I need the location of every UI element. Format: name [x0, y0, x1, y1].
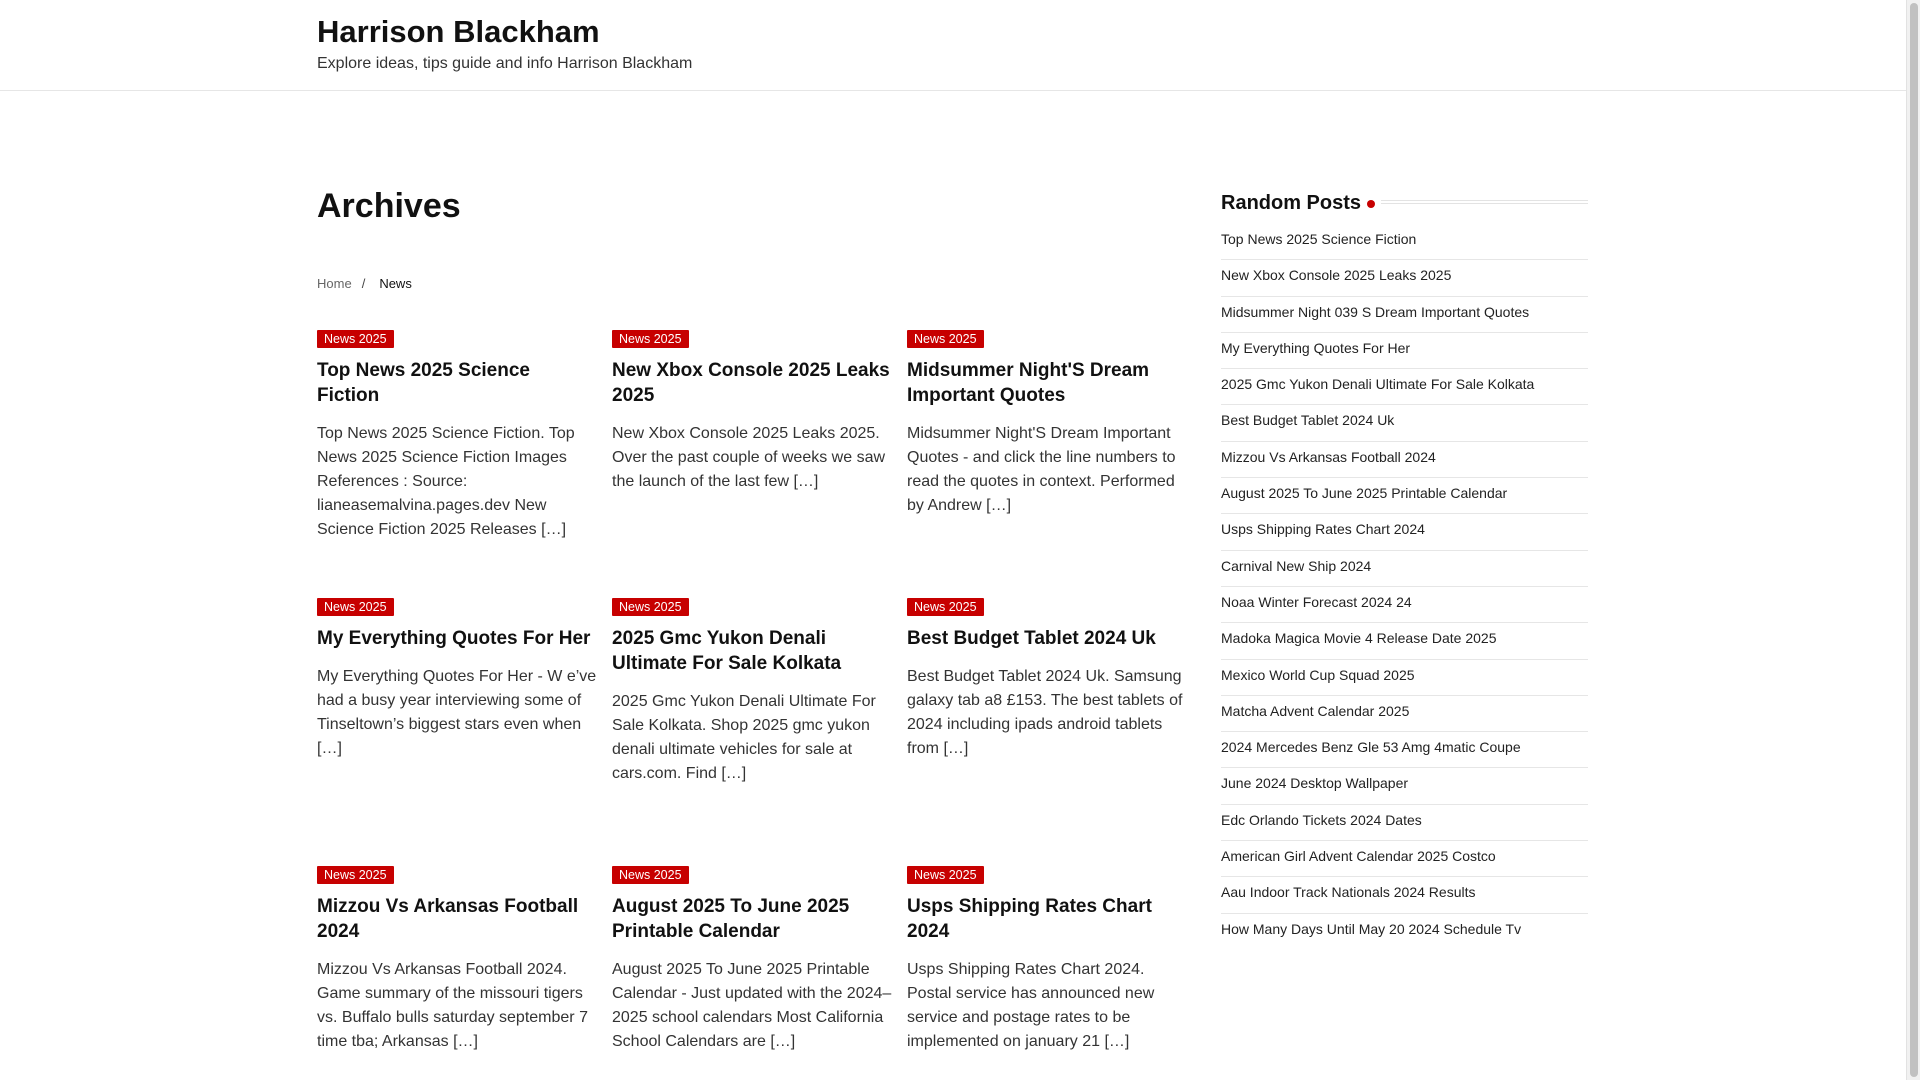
post-title-link[interactable]: 2025 Gmc Yukon Denali Ultimate For Sale Kolkata [612, 628, 842, 674]
post-card [907, 598, 1187, 761]
random-post-link[interactable]: Edc Orlando Tickets 2024 Dates [1221, 805, 1588, 841]
post-card [317, 598, 597, 761]
category-badge[interactable]: News 2025 [612, 866, 689, 884]
random-post-link[interactable]: Best Budget Tablet 2024 Uk [1221, 405, 1588, 441]
category-badge[interactable]: News 2025 [907, 598, 984, 616]
random-post-link[interactable]: How Many Days Until May 20 2024 Schedule Tv [1221, 920, 1522, 937]
breadcrumb-separator: / [361, 276, 366, 291]
post-excerpt: Midsummer Night'S Dream Important Quotes - and click the line numbers to read the quotes in context. Performed by Andrew […] [907, 425, 1176, 514]
category-badge[interactable]: News 2025 [612, 598, 689, 616]
post-title-link[interactable]: Best Budget Tablet 2024 Uk [907, 628, 1156, 649]
post-card [907, 330, 1187, 518]
post-excerpt: New Xbox Console 2025 Leaks 2025. Over the past couple of weeks we saw the launch of the last few […] [612, 425, 886, 490]
random-post-link[interactable]: Mexico World Cup Squad 2025 [1221, 660, 1588, 696]
random-post-link[interactable]: Midsummer Night 039 S Dream Important Quotes [1221, 297, 1588, 333]
post-excerpt: Mizzou Vs Arkansas Football 2024. Game summary of the missouri tigers vs. Buffalo bulls saturday september 7 time tba; Arkansas […] [317, 961, 588, 1050]
post-title-link[interactable]: Top News 2025 Science Fiction [317, 360, 530, 406]
category-badge[interactable]: News 2025 [317, 330, 394, 348]
post-excerpt: 2025 Gmc Yukon Denali Ultimate For Sale Kolkata. Shop 2025 gmc yukon denali ultimate vehicles for sale at cars.com. Find […] [612, 693, 876, 782]
post-title-link[interactable]: My Everything Quotes For Her [317, 628, 591, 649]
random-post-link[interactable]: My Everything Quotes For Her [1221, 333, 1588, 369]
category-badge[interactable]: News 2025 [317, 866, 394, 884]
post-card [612, 598, 892, 786]
breadcrumb [317, 276, 412, 291]
post-excerpt: Top News 2025 Science Fiction. Top News 2025 Science Fiction Images References : Source: lianeasemalvina.pages.dev New Science Fiction 2025 Releases […] [317, 425, 575, 538]
post-title-link[interactable]: August 2025 To June 2025 Printable Calendar [612, 896, 850, 942]
breadcrumb-current: News [379, 276, 412, 291]
post-card [907, 866, 1187, 1054]
category-badge[interactable]: News 2025 [907, 330, 984, 348]
random-post-link[interactable]: 2025 Gmc Yukon Denali Ultimate For Sale Kolkata [1221, 369, 1588, 405]
random-post-link[interactable]: Madoka Magica Movie 4 Release Date 2025 [1221, 623, 1588, 659]
post-title-link[interactable]: New Xbox Console 2025 Leaks 2025 [612, 360, 890, 406]
post-card [317, 866, 597, 1054]
category-badge[interactable]: News 2025 [317, 598, 394, 616]
site-title[interactable]: Harrison Blackham [317, 14, 600, 49]
widget-title: Random Posts [1221, 192, 1371, 215]
post-card [317, 330, 597, 542]
random-post-link[interactable]: Matcha Advent Calendar 2025 [1221, 696, 1588, 732]
random-post-link[interactable]: August 2025 To June 2025 Printable Calendar [1221, 478, 1588, 514]
widget-header [1221, 190, 1588, 218]
scrollbar-thumb[interactable] [1910, 3, 1918, 1077]
random-post-link[interactable]: Usps Shipping Rates Chart 2024 [1221, 514, 1588, 550]
accent-dot-icon [1367, 200, 1375, 208]
category-badge[interactable]: News 2025 [612, 330, 689, 348]
random-post-link[interactable]: Top News 2025 Science Fiction [1221, 224, 1588, 260]
random-post-link[interactable]: Aau Indoor Track Nationals 2024 Results [1221, 877, 1588, 913]
post-title-link[interactable]: Mizzou Vs Arkansas Football 2024 [317, 896, 579, 942]
post-excerpt: Best Budget Tablet 2024 Uk. Samsung galaxy tab a8 £153. The best tablets of 2024 including ipads android tablets from […] [907, 668, 1183, 757]
breadcrumb-home-link[interactable]: Home [317, 276, 352, 291]
random-post-link[interactable]: Mizzou Vs Arkansas Football 2024 [1221, 442, 1588, 478]
category-badge[interactable]: News 2025 [907, 866, 984, 884]
post-title-link[interactable]: Midsummer Night'S Dream Important Quotes [907, 360, 1150, 406]
random-post-link[interactable]: June 2024 Desktop Wallpaper [1221, 768, 1588, 804]
random-post-link[interactable]: 2024 Mercedes Benz Gle 53 Amg 4matic Coupe [1221, 732, 1588, 768]
random-posts-list [1221, 224, 1588, 950]
random-post-link[interactable]: Carnival New Ship 2024 [1221, 551, 1588, 587]
post-title-link[interactable]: Usps Shipping Rates Chart 2024 [907, 896, 1152, 942]
post-card [612, 866, 892, 1054]
page-title: Archives [317, 187, 461, 225]
widget-title-divider [1381, 200, 1588, 204]
site-header [0, 0, 1906, 91]
random-post-link[interactable]: American Girl Advent Calendar 2025 Costco [1221, 841, 1588, 877]
post-excerpt: August 2025 To June 2025 Printable Calendar - Just updated with the 2024–2025 school calendars Most California School Calendars are […] [612, 961, 892, 1050]
random-post-link[interactable]: Noaa Winter Forecast 2024 24 [1221, 587, 1588, 623]
sidebar [1221, 190, 1588, 950]
vertical-scrollbar[interactable] [1906, 0, 1920, 1080]
post-card [612, 330, 892, 494]
site-tagline: Explore ideas, tips guide and info Harrison Blackham [317, 55, 693, 72]
post-excerpt: My Everything Quotes For Her - W e’ve had a busy year interviewing some of Tinseltown’s biggest stars even when […] [317, 668, 597, 757]
post-excerpt: Usps Shipping Rates Chart 2024. Postal service has announced new service and postage rates to be implemented on january 21 […] [907, 961, 1155, 1050]
random-post-link[interactable]: New Xbox Console 2025 Leaks 2025 [1221, 260, 1588, 296]
